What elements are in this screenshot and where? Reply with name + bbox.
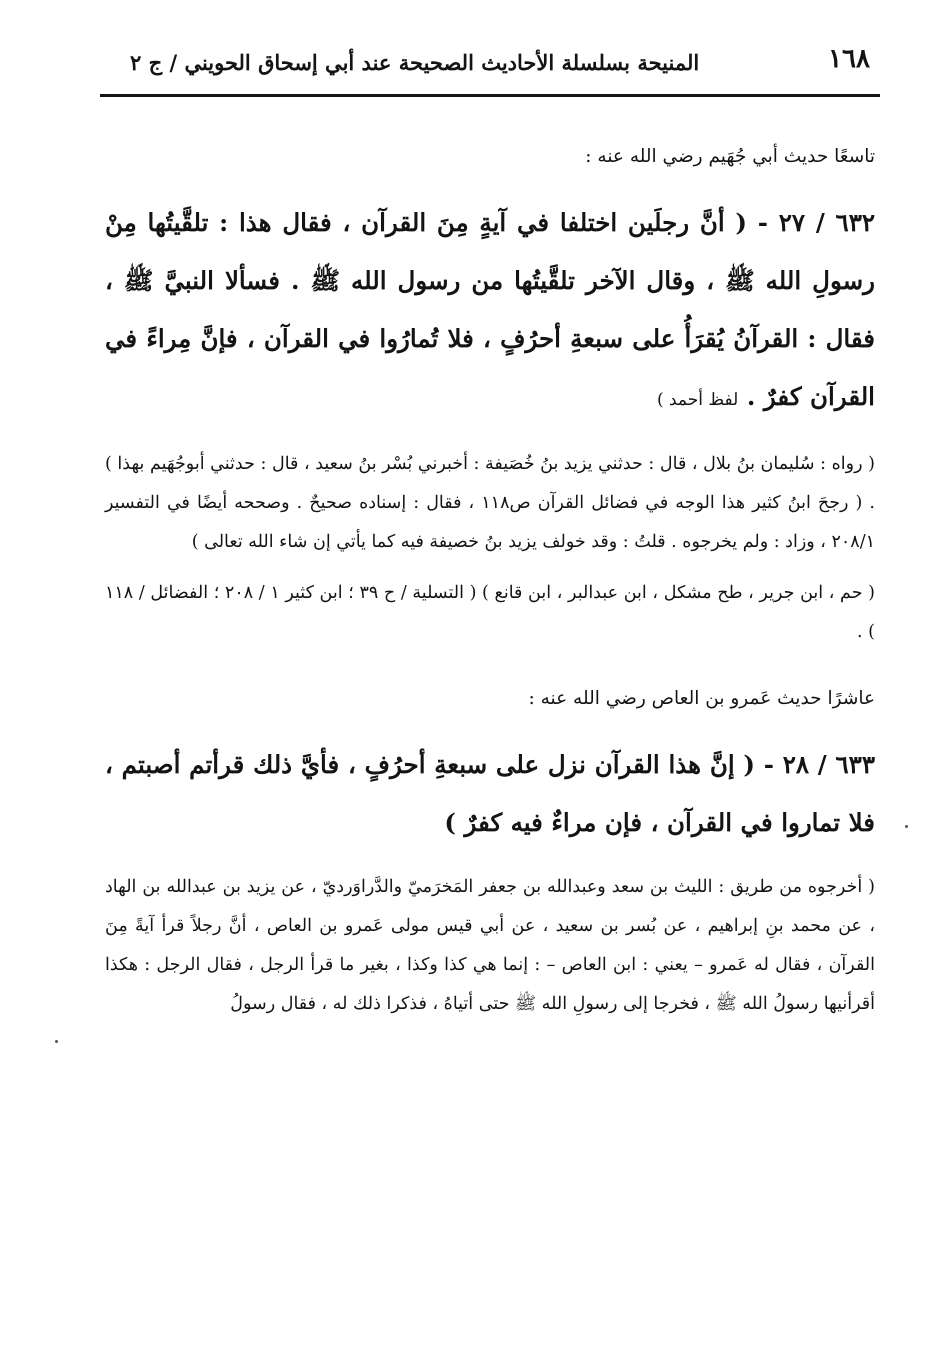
takhrij-note: ( رواه : سُليمان بنُ بلال ، قال : حدثني يزيد بنُ خُصَيفة : أخبرني بُسْر بنُ سعيد ، قال : حدثني أبوجُهَيم بهذا ) . ( رجحَ ابنُ كثير هذا الوجه في فضائل القرآن ص١١٨ ، فقال : إسناده صحيحٌ . وصححه أيضًا في التفسير ٢٠٨/١ ، وزاد : ولم يخرجوه . قلتُ : وقد خولف يزيد بنُ خصيفة فيه كما يأتي إن شاء الله تعالى )	[105, 454, 875, 552]
hadith-text: ( أنَّ رجلَين اختلفا في آيةٍ مِنَ القرآن ، فقال هذا : تلقَّيتُها مِنْ رسولِ الله ﷺ ، وقال الآخر تلقَّيتُها من رسول الله ﷺ . فسألا النبيَّ ﷺ ، فقال : القرآنُ يُقرَأُ على سبعةِ أحرُفٍ ، فلا تُمارُوا في القرآن ، فإنَّ مِراءً في القرآن كفرٌ .	[105, 208, 875, 411]
page-body	[105, 120, 875, 1024]
scan-speck	[905, 825, 908, 828]
hadith-text-block	[105, 194, 875, 429]
hadith-number: ٦٣٢ / ٢٧ -	[757, 208, 876, 237]
takhrij-note: ( أخرجوه من طريق : الليث بن سعد وعبدالله بن جعفر المَخرَميّ والدَّراوَرديّ ، عن يزيد بن عبدالله بن الهاد ، عن محمد بنِ إبراهيم ، عن بُسر بن سعيد ، عن أبي قيس مولى عَمرو بن العاص ، أنَّ رجلاً قرأ آيةً مِنَ القرآن ، فقال له عَمرو – يعني : ابن العاص – : إنما هي كذا وكذا ، بغير ما قرأ الرجل ، فقال الرجل : هكذا أقرأنيها رسولُ الله ﷺ ، فخرجا إلى رسولِ الله ﷺ حتى أتياهُ ، فذكرا ذلك له ، فقال رسولُ	[105, 877, 875, 1014]
hadith-number: ٦٣٣ / ٢٨ -	[763, 750, 875, 779]
header-rule	[100, 94, 880, 97]
hadith-section	[105, 682, 875, 1024]
section-intro: تاسعًا حديث أبي جُهَيم رضي الله عنه :	[585, 146, 875, 167]
section-intro: عاشرًا حديث عَمرو بن العاص رضي الله عنه :	[528, 688, 875, 709]
page-number: ١٦٨	[828, 44, 870, 74]
sources-note: ( حم ، ابن جرير ، طح مشكل ، ابن عبدالبر ، ابن قانع ) ( التسلية / ح ٣٩ ؛ ابن كثير ١ / ٢٠٨ ؛ الفضائل / ١١٨ ) .	[105, 583, 875, 642]
hadith-text-block	[105, 736, 875, 852]
page-header	[100, 40, 880, 90]
hadith-text: ( إنَّ هذا القرآن نزل على سبعةِ أحرُفٍ ، فأيَّ ذلك قرأتم أصبتم ، فلا تماروا في القرآن ، فإن مراءٌ فيه كفرٌ )	[105, 750, 875, 837]
hadith-section	[105, 140, 875, 652]
running-title: المنيحة بسلسلة الأحاديث الصحيحة عند أبي إسحاق الحويني / ج ٢	[130, 50, 700, 75]
hadith-attribution: لفظ أحمد )	[656, 390, 739, 410]
scan-speck	[55, 1040, 58, 1043]
